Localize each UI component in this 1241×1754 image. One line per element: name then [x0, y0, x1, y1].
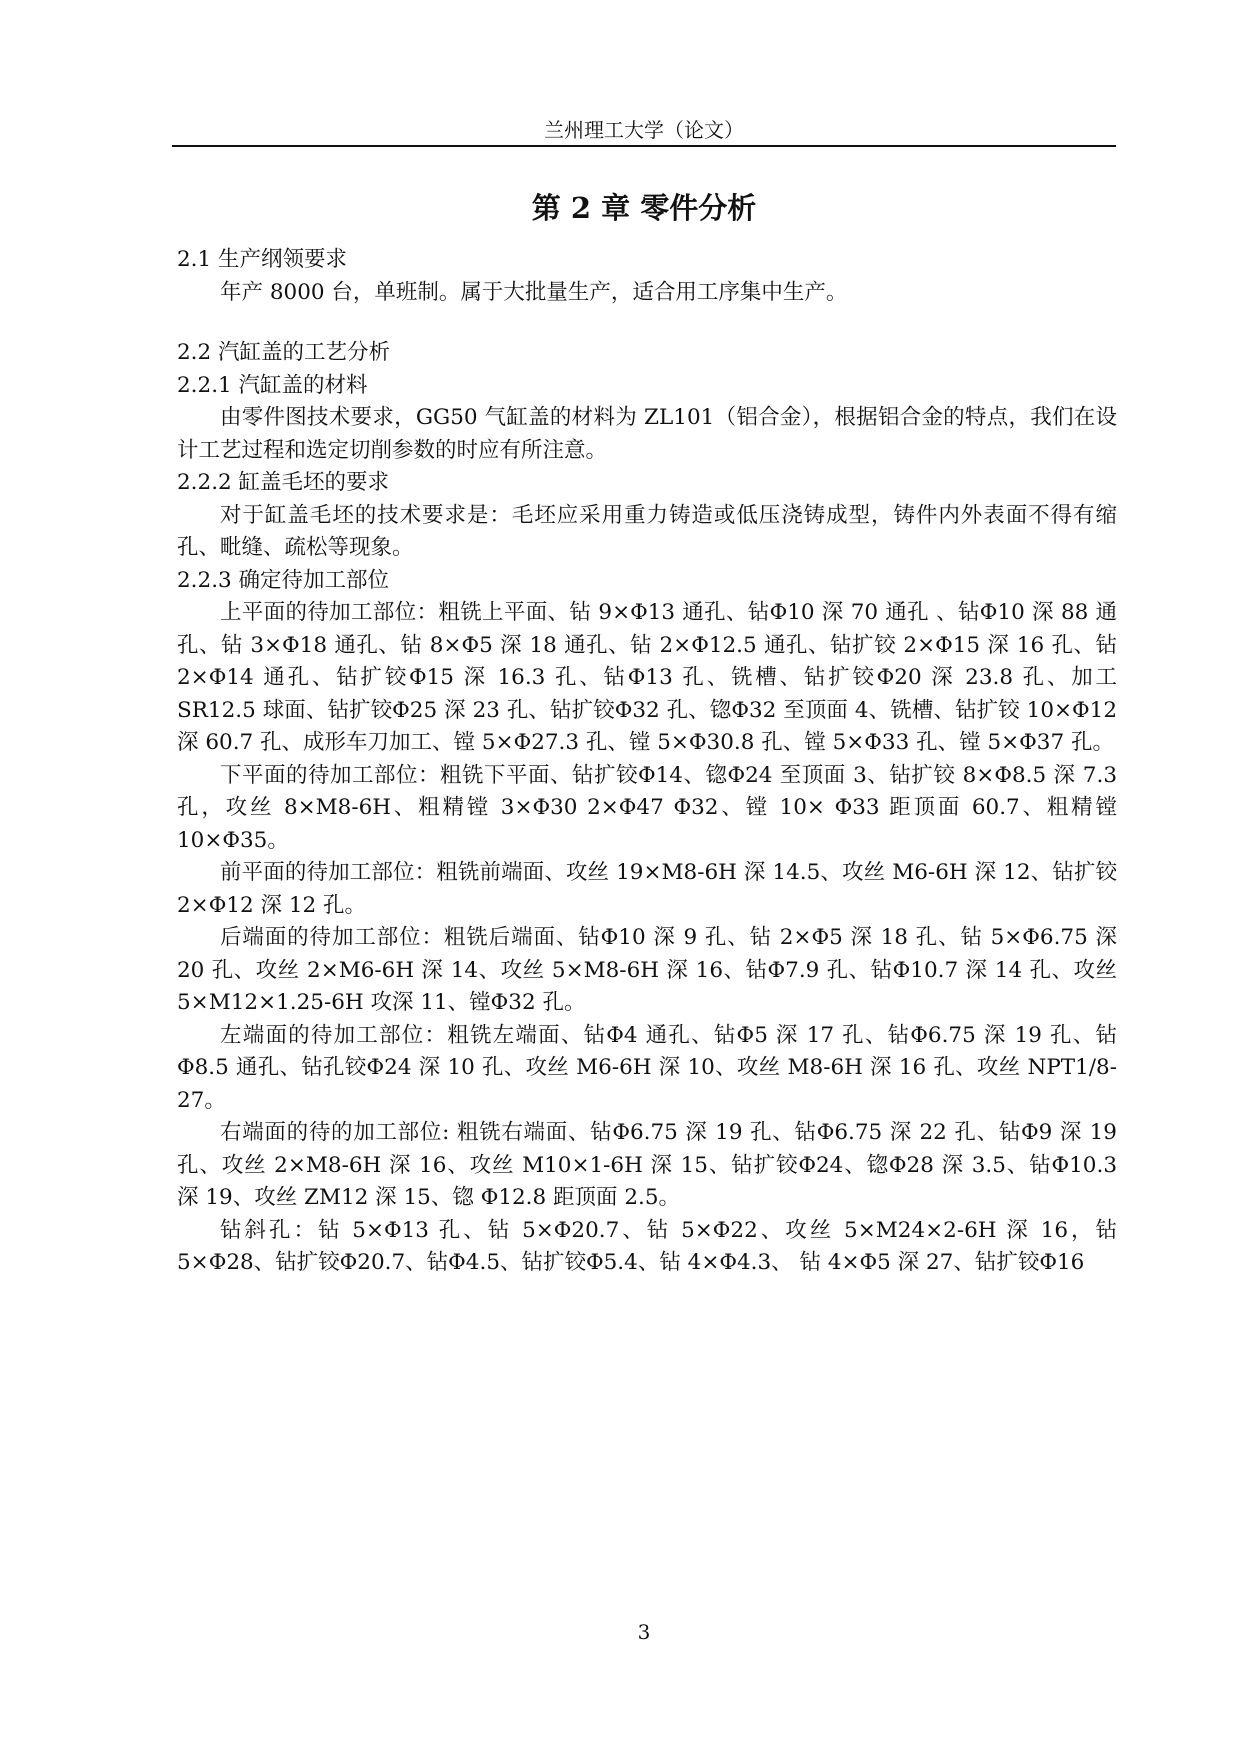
section-2-2-2-heading: 2.2.2 缸盖毛坯的要求: [177, 470, 390, 495]
left-surface-paragraph: 左端面的待加工部位：粗铣左端面、钻Φ4 通孔、钻Φ5 深 17 孔、钻Φ6.75 深 19 孔、钻Φ8.5 通孔、钻孔铰Φ24 深 10 孔、攻丝 M6-6H 深 10、攻丝 M8-6H 深 16 孔、攻丝 NPT1/8-27。: [177, 1022, 1117, 1113]
front-surface-paragraph: 前平面的待加工部位：粗铣前端面、攻丝 19×M8-6H 深 14.5、攻丝 M6-6H 深 12、钻扩铰 2×Φ12 深 12 孔。: [177, 860, 1117, 918]
section-2-2-3-heading: 2.2.3 确定待加工部位: [177, 567, 390, 593]
running-header: 兰州理工大学（论文）: [544, 118, 744, 142]
section-2-1-paragraph: 年产 8000 台，单班制。属于大批量生产，适合用工序集中生产。: [220, 279, 848, 305]
section-2-2-1-heading: 2.2.1 汽缸盖的材料: [177, 372, 368, 398]
top-surface-paragraph: 上平面的待加工部位：粗铣上平面、钻 9×Φ13 通孔、钻Φ10 深 70 通孔 、钻Φ10 深 88 通孔、钻 3×Φ18 通孔、钻 8×Φ5 深 18 通孔、钻 2×Φ12.5 通孔、钻扩铰 2×Φ15 深 16 孔、钻 2×Φ14 通孔、钻扩铰Φ15 深 16.3 孔、钻Φ13 孔、铣槽、钻扩铰Φ20 深 23.8 孔、加工 SR12.5 球面、钻扩铰Φ25 深 23 孔、钻扩铰Φ32 孔、锪Φ32 至顶面 4、铣槽、钻扩铰 10×Φ12 深 60.7 孔、成形车刀加工、镗 5×Φ27.3 孔、镗 5×Φ30.8 孔、镗 5×Φ33 孔、镗 5×Φ37 孔。: [177, 600, 1117, 755]
section-2-1-heading: 2.1 生产纲领要求: [177, 247, 348, 272]
section-gap: [177, 309, 1117, 337]
body-content: [177, 244, 1117, 1280]
chapter-title: 第 2 章 零件分析: [531, 191, 757, 225]
header-rule: [172, 145, 1116, 147]
section-2-2-heading: 2.2 汽缸盖的工艺分析: [177, 340, 391, 365]
bottom-surface-paragraph: 下平面的待加工部位：粗铣下平面、钻扩铰Φ14、锪Φ24 至顶面 3、钻扩铰 8×Φ8.5 深 7.3 孔，攻丝 8×M8-6H、粗精镗 3×Φ30 2×Φ47 Φ32、镗 10× Φ33 距顶面 60.7、粗精镗 10×Φ35。: [177, 762, 1117, 853]
rear-surface-paragraph: 后端面的待加工部位：粗铣后端面、钻Φ10 深 9 孔、钻 2×Φ5 深 18 孔、钻 5×Φ6.75 深 20 孔、攻丝 2×M6-6H 深 14、攻丝 5×M8-6H 深 16、钻Φ7.9 孔、钻Φ10.7 深 14 孔、攻丝 5×M12×1.25-6H 攻深 11、镗Φ32 孔。: [177, 925, 1117, 1015]
section-2-2-2-paragraph: 对于缸盖毛坯的技术要求是：毛坯应采用重力铸造或低压浇铸成型，铸件内外表面不得有缩孔、毗缝、疏松等现象。: [177, 502, 1117, 560]
oblique-holes-paragraph: 钻斜孔：钻 5×Φ13 孔、钻 5×Φ20.7、钻 5×Φ22、攻丝 5×M24×2-6H 深 16，钻 5×Φ28、钻扩铰Φ20.7、钻Φ4.5、钻扩铰Φ5.4、钻 4×Φ4.3、 钻 4×Φ5 深 27、钻扩铰Φ16: [177, 1217, 1117, 1275]
right-surface-paragraph: 右端面的待的加工部位: 粗铣右端面、钻Φ6.75 深 19 孔、钻Φ6.75 深 22 孔、钻Φ9 深 19 孔、攻丝 2×M8-6H 深 16、攻丝 M10×1-6H 深 15、钻扩铰Φ24、锪Φ28 深 3.5、钻Φ10.3 深 19、攻丝 ZM12 深 15、锪 Φ12.8 距顶面 2.5。: [177, 1120, 1117, 1210]
section-2-2-1-paragraph: 由零件图技术要求，GG50 气缸盖的材料为 ZL101（铝合金），根据铝合金的特点，我们在设计工艺过程和选定切削参数的时应有所注意。: [177, 405, 1117, 463]
page-number: 3: [637, 1620, 651, 1644]
